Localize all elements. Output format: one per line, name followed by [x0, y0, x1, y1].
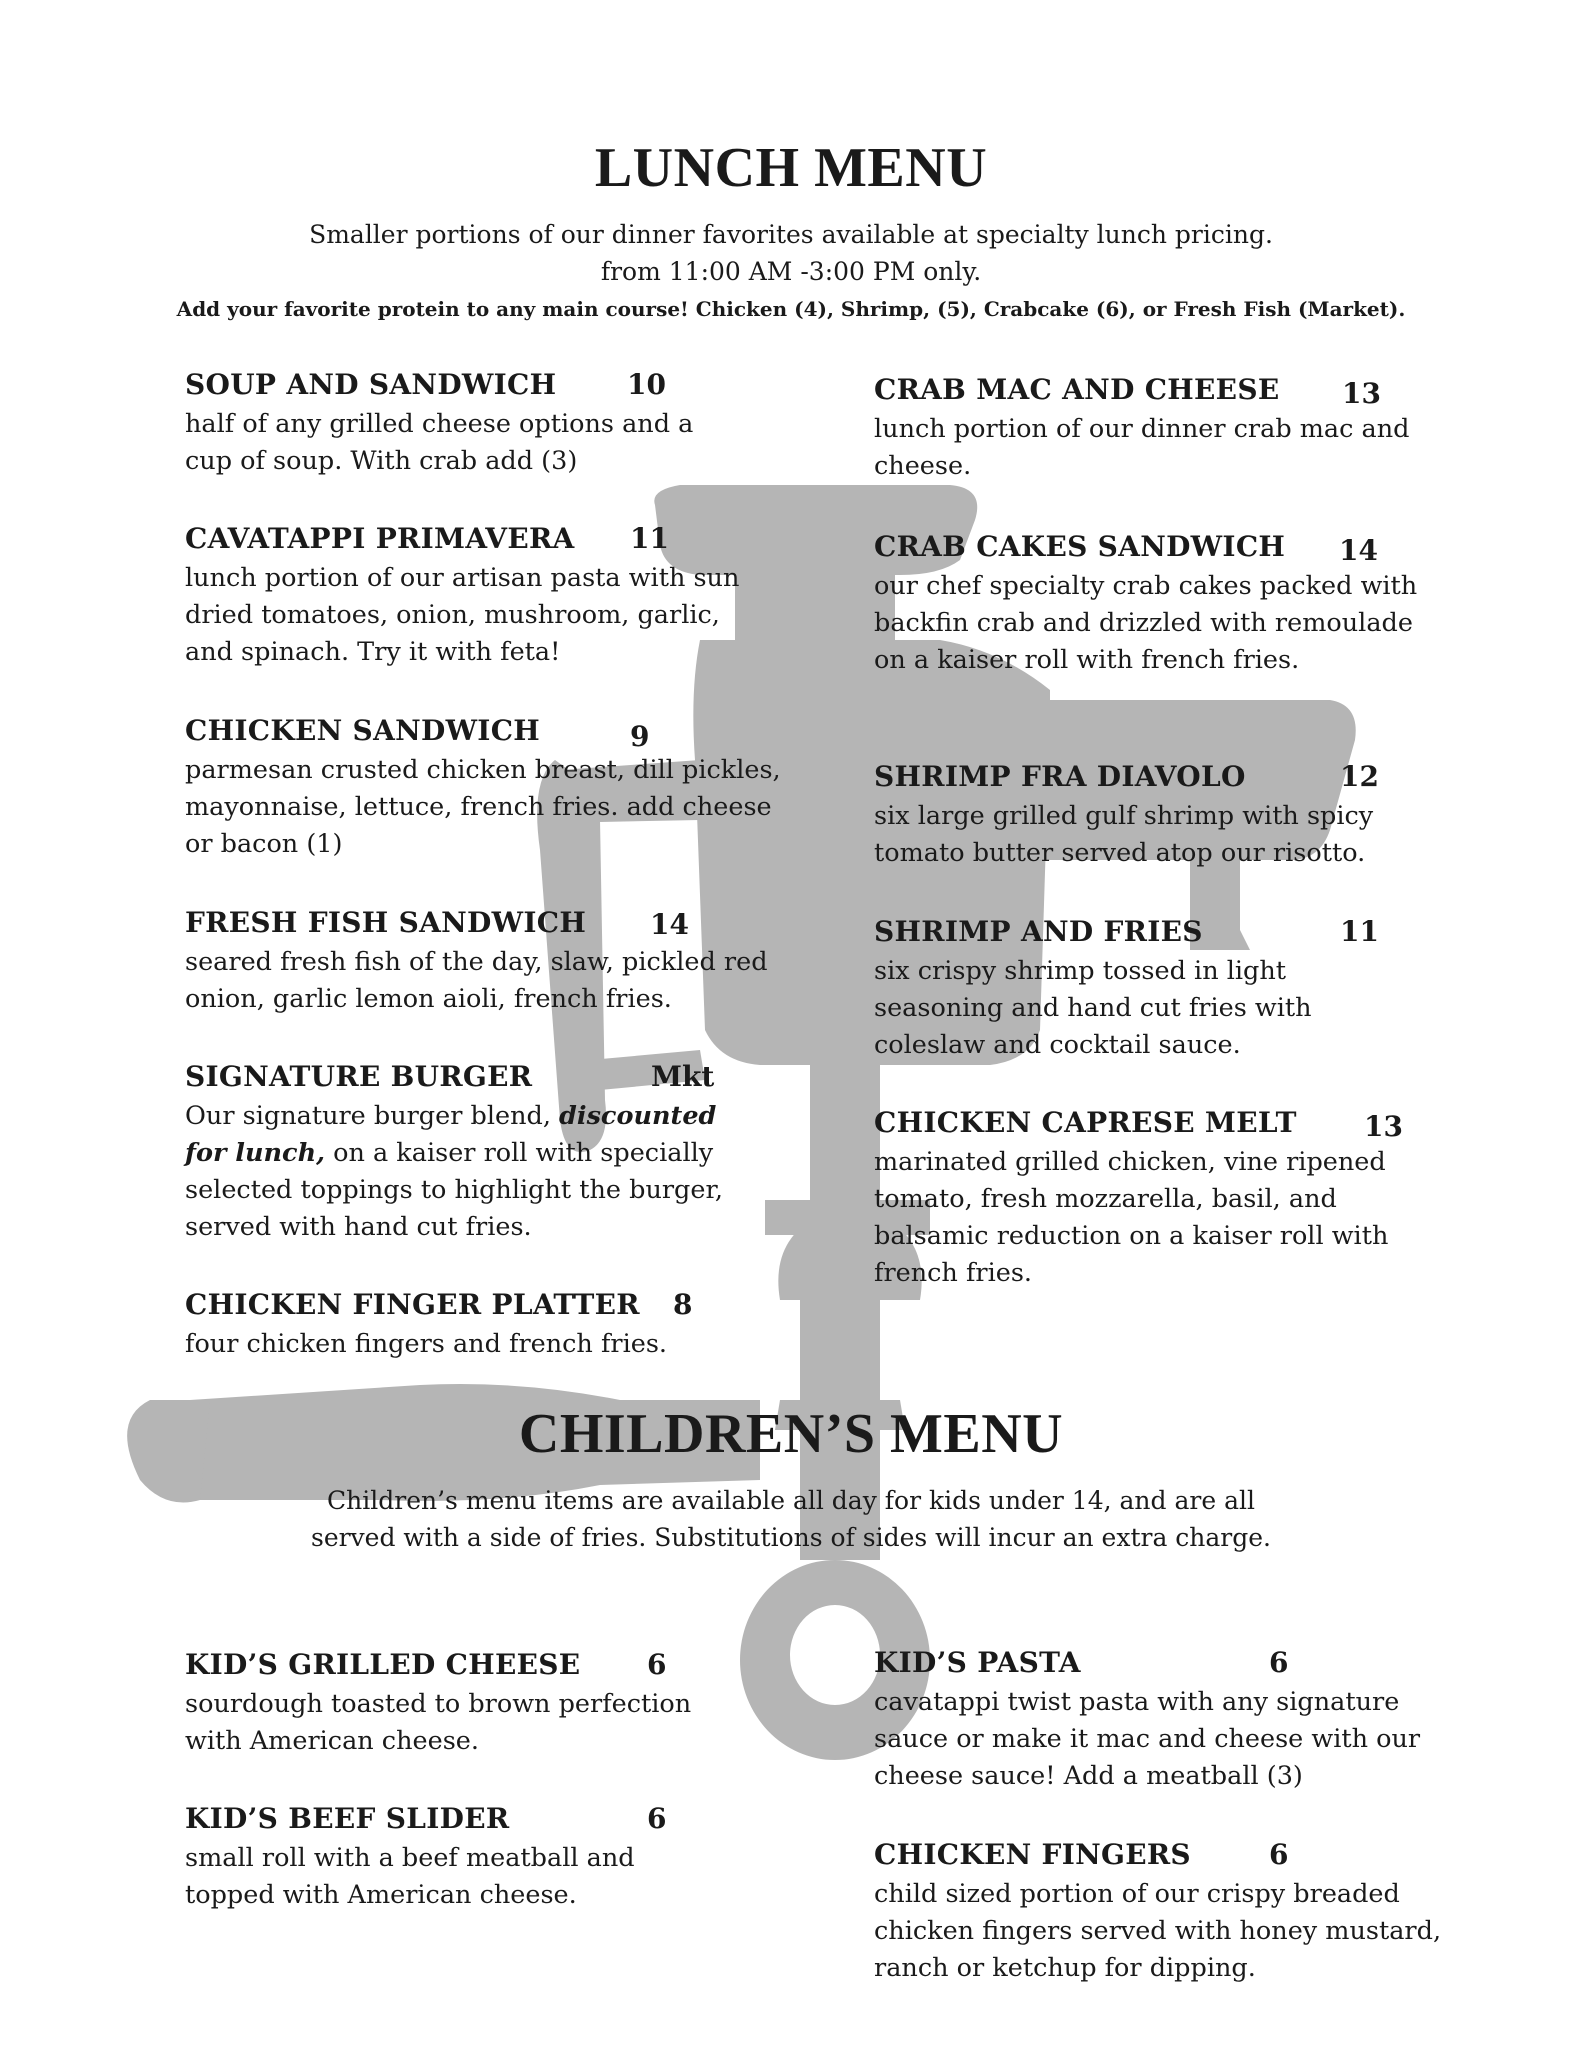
item-name: FRESH FISH SANDWICH [185, 906, 587, 939]
item-name: SOUP AND SANDWICH [185, 368, 557, 401]
item-description: cavatappi twist pasta with any signature sauce or make it mac and cheese with our cheese sauce! Add a meatball (3) [874, 1687, 1421, 1791]
childrens-subtitle-line2: served with a side of fries. Substitutions of sides will incur an extra charge. [310, 1523, 1272, 1552]
item-name: CAVATAPPI PRIMAVERA [185, 522, 575, 555]
item-description: four chicken fingers and french fries. [185, 1329, 668, 1359]
item-price: 12 [1340, 760, 1379, 793]
item-description: small roll with a beef meatball and topped with American cheese. [185, 1843, 635, 1910]
desc-emphasis: discounted for lunch, [185, 1101, 717, 1168]
childrens-subtitle-line1: Children’s menu items are available all day for kids under 14, and are all [327, 1486, 1255, 1515]
item-name: CRAB CAKES SANDWICH [874, 530, 1286, 563]
item-price: 13 [1342, 377, 1381, 410]
item-description [185, 1098, 765, 1246]
item-price: 6 [1269, 1646, 1289, 1679]
item-price: 11 [1340, 915, 1379, 948]
lunch-menu-title: LUNCH MENU [594, 137, 988, 199]
item-description: child sized portion of our crispy breaded chicken fingers served with honey mustard, ranch or ketchup for dipping. [874, 1879, 1442, 1983]
item-description: parmesan crusted chicken breast, dill pickles, mayonnaise, lettuce, french fries. add cheese or bacon (1) [185, 755, 781, 859]
item-name: SHRIMP FRA DIAVOLO [874, 760, 1246, 793]
item-name: SIGNATURE BURGER [185, 1060, 533, 1093]
item-price: 6 [1269, 1838, 1289, 1871]
item-description: lunch portion of our dinner crab mac and cheese. [874, 414, 1410, 481]
item-description: marinated grilled chicken, vine ripened tomato, fresh mozzarella, basil, and balsamic reduction on a kaiser roll with french fries. [874, 1147, 1389, 1288]
item-name: CHICKEN FINGERS [874, 1838, 1191, 1871]
item-name: KID’S PASTA [874, 1646, 1081, 1679]
item-name: SHRIMP AND FRIES [874, 915, 1203, 948]
item-description: our chef specialty crab cakes packed with backfin crab and drizzled with remoulade on a kaiser roll with french fries. [874, 571, 1418, 675]
item-name: CRAB MAC AND CHEESE [874, 373, 1280, 406]
desc-part: on a kaiser roll with specially selected toppings to highlight the burger, served with hand cut fries. [185, 1138, 723, 1242]
desc-part: Our signature burger blend, [185, 1101, 560, 1131]
item-description: lunch portion of our artisan pasta with sun dried tomatoes, onion, mushroom, garlic, and spinach. Try it with feta! [185, 563, 740, 667]
item-price: 14 [1339, 534, 1378, 567]
item-price: 6 [647, 1648, 667, 1681]
item-price: 11 [630, 522, 669, 555]
item-description: half of any grilled cheese options and a cup of soup. With crab add (3) [185, 409, 694, 476]
protein-add-line: Add your favorite protein to any main course! Chicken (4), Shrimp, (5), Crabcake (6), or Fresh Fish (Market). [176, 297, 1406, 321]
item-price: 8 [673, 1288, 693, 1321]
item-name: CHICKEN FINGER PLATTER [185, 1288, 640, 1321]
lunch-subtitle-line2: from 11:00 AM -3:00 PM only. [600, 257, 982, 286]
item-price: 14 [650, 908, 689, 941]
item-name: KID’S BEEF SLIDER [185, 1802, 510, 1835]
item-name: KID’S GRILLED CHEESE [185, 1648, 581, 1681]
item-price: Mkt [651, 1060, 715, 1093]
item-description: six large grilled gulf shrimp with spicy tomato butter served atop our risotto. [874, 801, 1374, 868]
item-description: sourdough toasted to brown perfection with American cheese. [185, 1689, 692, 1756]
item-description: seared fresh fish of the day, slaw, pickled red onion, garlic lemon aioli, french fries. [185, 947, 768, 1014]
item-price: 10 [627, 368, 666, 401]
lunch-subtitle-line1: Smaller portions of our dinner favorites available at specialty lunch pricing. [309, 220, 1273, 249]
item-price: 9 [630, 720, 650, 753]
item-description: six crispy shrimp tossed in light seasoning and hand cut fries with coleslaw and cocktail sauce. [874, 956, 1312, 1060]
item-price: 6 [647, 1802, 667, 1835]
childrens-menu-title: CHILDREN’S MENU [518, 1403, 1064, 1465]
item-price: 13 [1364, 1110, 1403, 1143]
item-name: CHICKEN SANDWICH [185, 714, 541, 747]
item-name: CHICKEN CAPRESE MELT [874, 1106, 1297, 1139]
